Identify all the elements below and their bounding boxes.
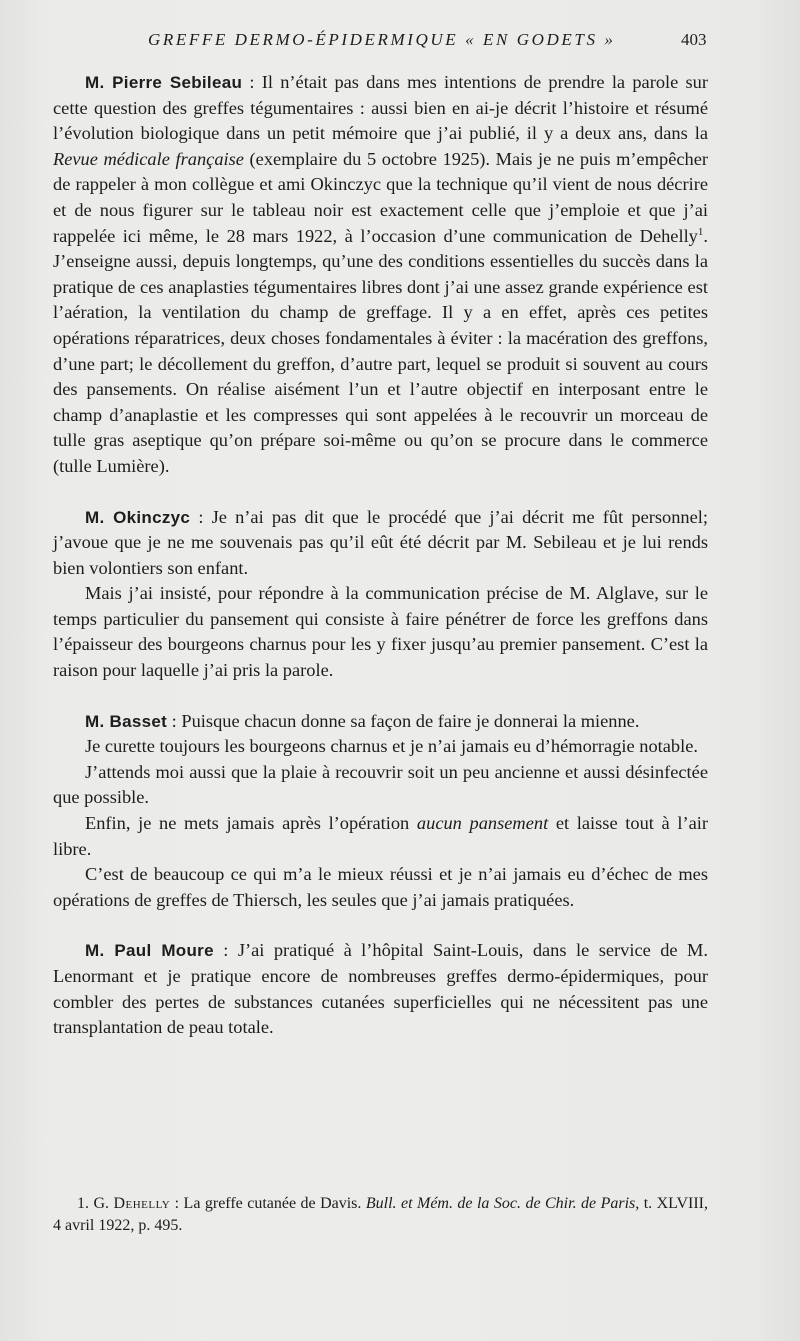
paragraph: M. Okinczyc : Je n’ai pas dit que le procédé que j’ai décrit me fût personnel; j’avoue que je ne me souvenais pas qu’il eût été décrit par M. Sebileau et je lui rends bien volontiers son enfant.	[53, 506, 708, 578]
emphasis: aucun pansement	[416, 813, 549, 834]
speaker-entry-okinczyc	[53, 505, 708, 684]
footnote-author: Dehelly	[113, 1195, 171, 1212]
paragraph: C’est de beaucoup ce qui m’a le mieux réussi et je n’ai jamais eu d’échec de mes opérations de greffes de Thiersch, les seules que j’ai jamais pratiquées.	[53, 864, 708, 910]
speaker-name: M. Basset	[85, 711, 168, 731]
speaker-name: M. Pierre Sebileau	[85, 73, 243, 92]
journal-title: Revue médicale française	[53, 148, 244, 169]
paragraph: M. Paul Moure : J’ai pratiqué à l’hôpital Saint-Louis, dans le service de M. Lenormant et je pratique encore de nombreuses greffes dermo-épidermiques, pour combler des pertes de substances cutanées superficielles qui ne nécessitent pas une transplantation de peau totale.	[53, 940, 708, 1038]
paragraph: J’attends moi aussi que la plaie à recouvrir soit un peu ancienne et aussi désinfectée que possible.	[53, 761, 708, 808]
speaker-entry-basset	[53, 709, 708, 914]
speaker-name: M. Paul Moure	[85, 941, 214, 961]
footnotes	[53, 1193, 708, 1237]
paragraph: Enfin, je ne mets jamais après l’opération aucun pansement et laisse tout à l’air libre.	[53, 813, 709, 859]
footnote: 1. G. Dehelly : La greffe cutanée de Davis. Bull. et Mém. de la Soc. de Chir. de Paris, t. XLVIII, 4 avril 1922, p. 495.	[53, 1195, 709, 1234]
speaker-entry-sebileau	[53, 70, 708, 480]
speaker-name: M. Okinczyc	[85, 507, 191, 527]
paragraph: Je curette toujours les bourgeons charnus et je n’ai jamais eu d’hémorragie notable.	[85, 736, 698, 757]
paragraph: M. Basset : Puisque chacun donne sa façon de faire je donnerai la mienne.	[85, 710, 640, 731]
paragraph: M. Pierre Sebileau : Il n’était pas dans mes intentions de prendre la parole sur cette question des greffes tégumentaires : aussi bien en ai-je décrit l’histoire et résumé l’évolution biologique dans un petit mémoire que j’ai publié, il y a deux ans, dans la Revue médicale française (exemplaire du 5 octobre 1925). Mais je ne puis m’empêcher de rappeler à mon collègue et ami Okinczyc que la technique qu’il vient de nous décrire et de nous figurer sur le tableau noir est exactement celle que j’emploie et que j’ai rappelée ici même, le 28 mars 1922, à l’occasion d’une communication de Dehelly$^1$. J’enseigne aussi, depuis longtemps, qu’une des conditions essentielles du succès dans la pratique de ces anaplasties tégumentaires libres dont j’ai une assez grande expérience est l’aération, la ventilation du champ de greffage. Il y a en effet, après ces petites opérations réparatrices, deux choses fondamentales à éviter : la macération des greffons, d’une part; le décollement du greffon, d’autre part, lequel se produit si souvent au cours des pansements. On réalise aisément l’un et l’autre objectif en interposant entre le champ d’anaplastie et les compresses qui sont appelées à le recouvrir un morceau de tulle gras aseptique qu’on prépare soi-même ou qu’on se procure dans le commerce (tulle Lumière).	[53, 72, 709, 476]
running-title: GREFFE DERMO-ÉPIDERMIQUE « EN GODETS »	[148, 30, 616, 49]
page-body	[53, 70, 708, 1066]
footnote-reference[interactable]: 1	[697, 225, 704, 238]
speaker-entry-moure	[53, 938, 708, 1040]
footnote-source: Bull. et Mém. de la Soc. de Chir. de Paris	[365, 1195, 636, 1212]
page-number: 403	[681, 30, 707, 49]
paragraph: Mais j’ai insisté, pour répondre à la communication précise de M. Alglave, sur le temps particulier du pansement qui consiste à faire pénétrer de force les greffons dans l’épaisseur des bourgeons charnus pour les y fixer jusqu’au premier pansement. C’est la raison pour laquelle j’ai pris la parole.	[53, 583, 708, 681]
page-header	[0, 30, 800, 56]
